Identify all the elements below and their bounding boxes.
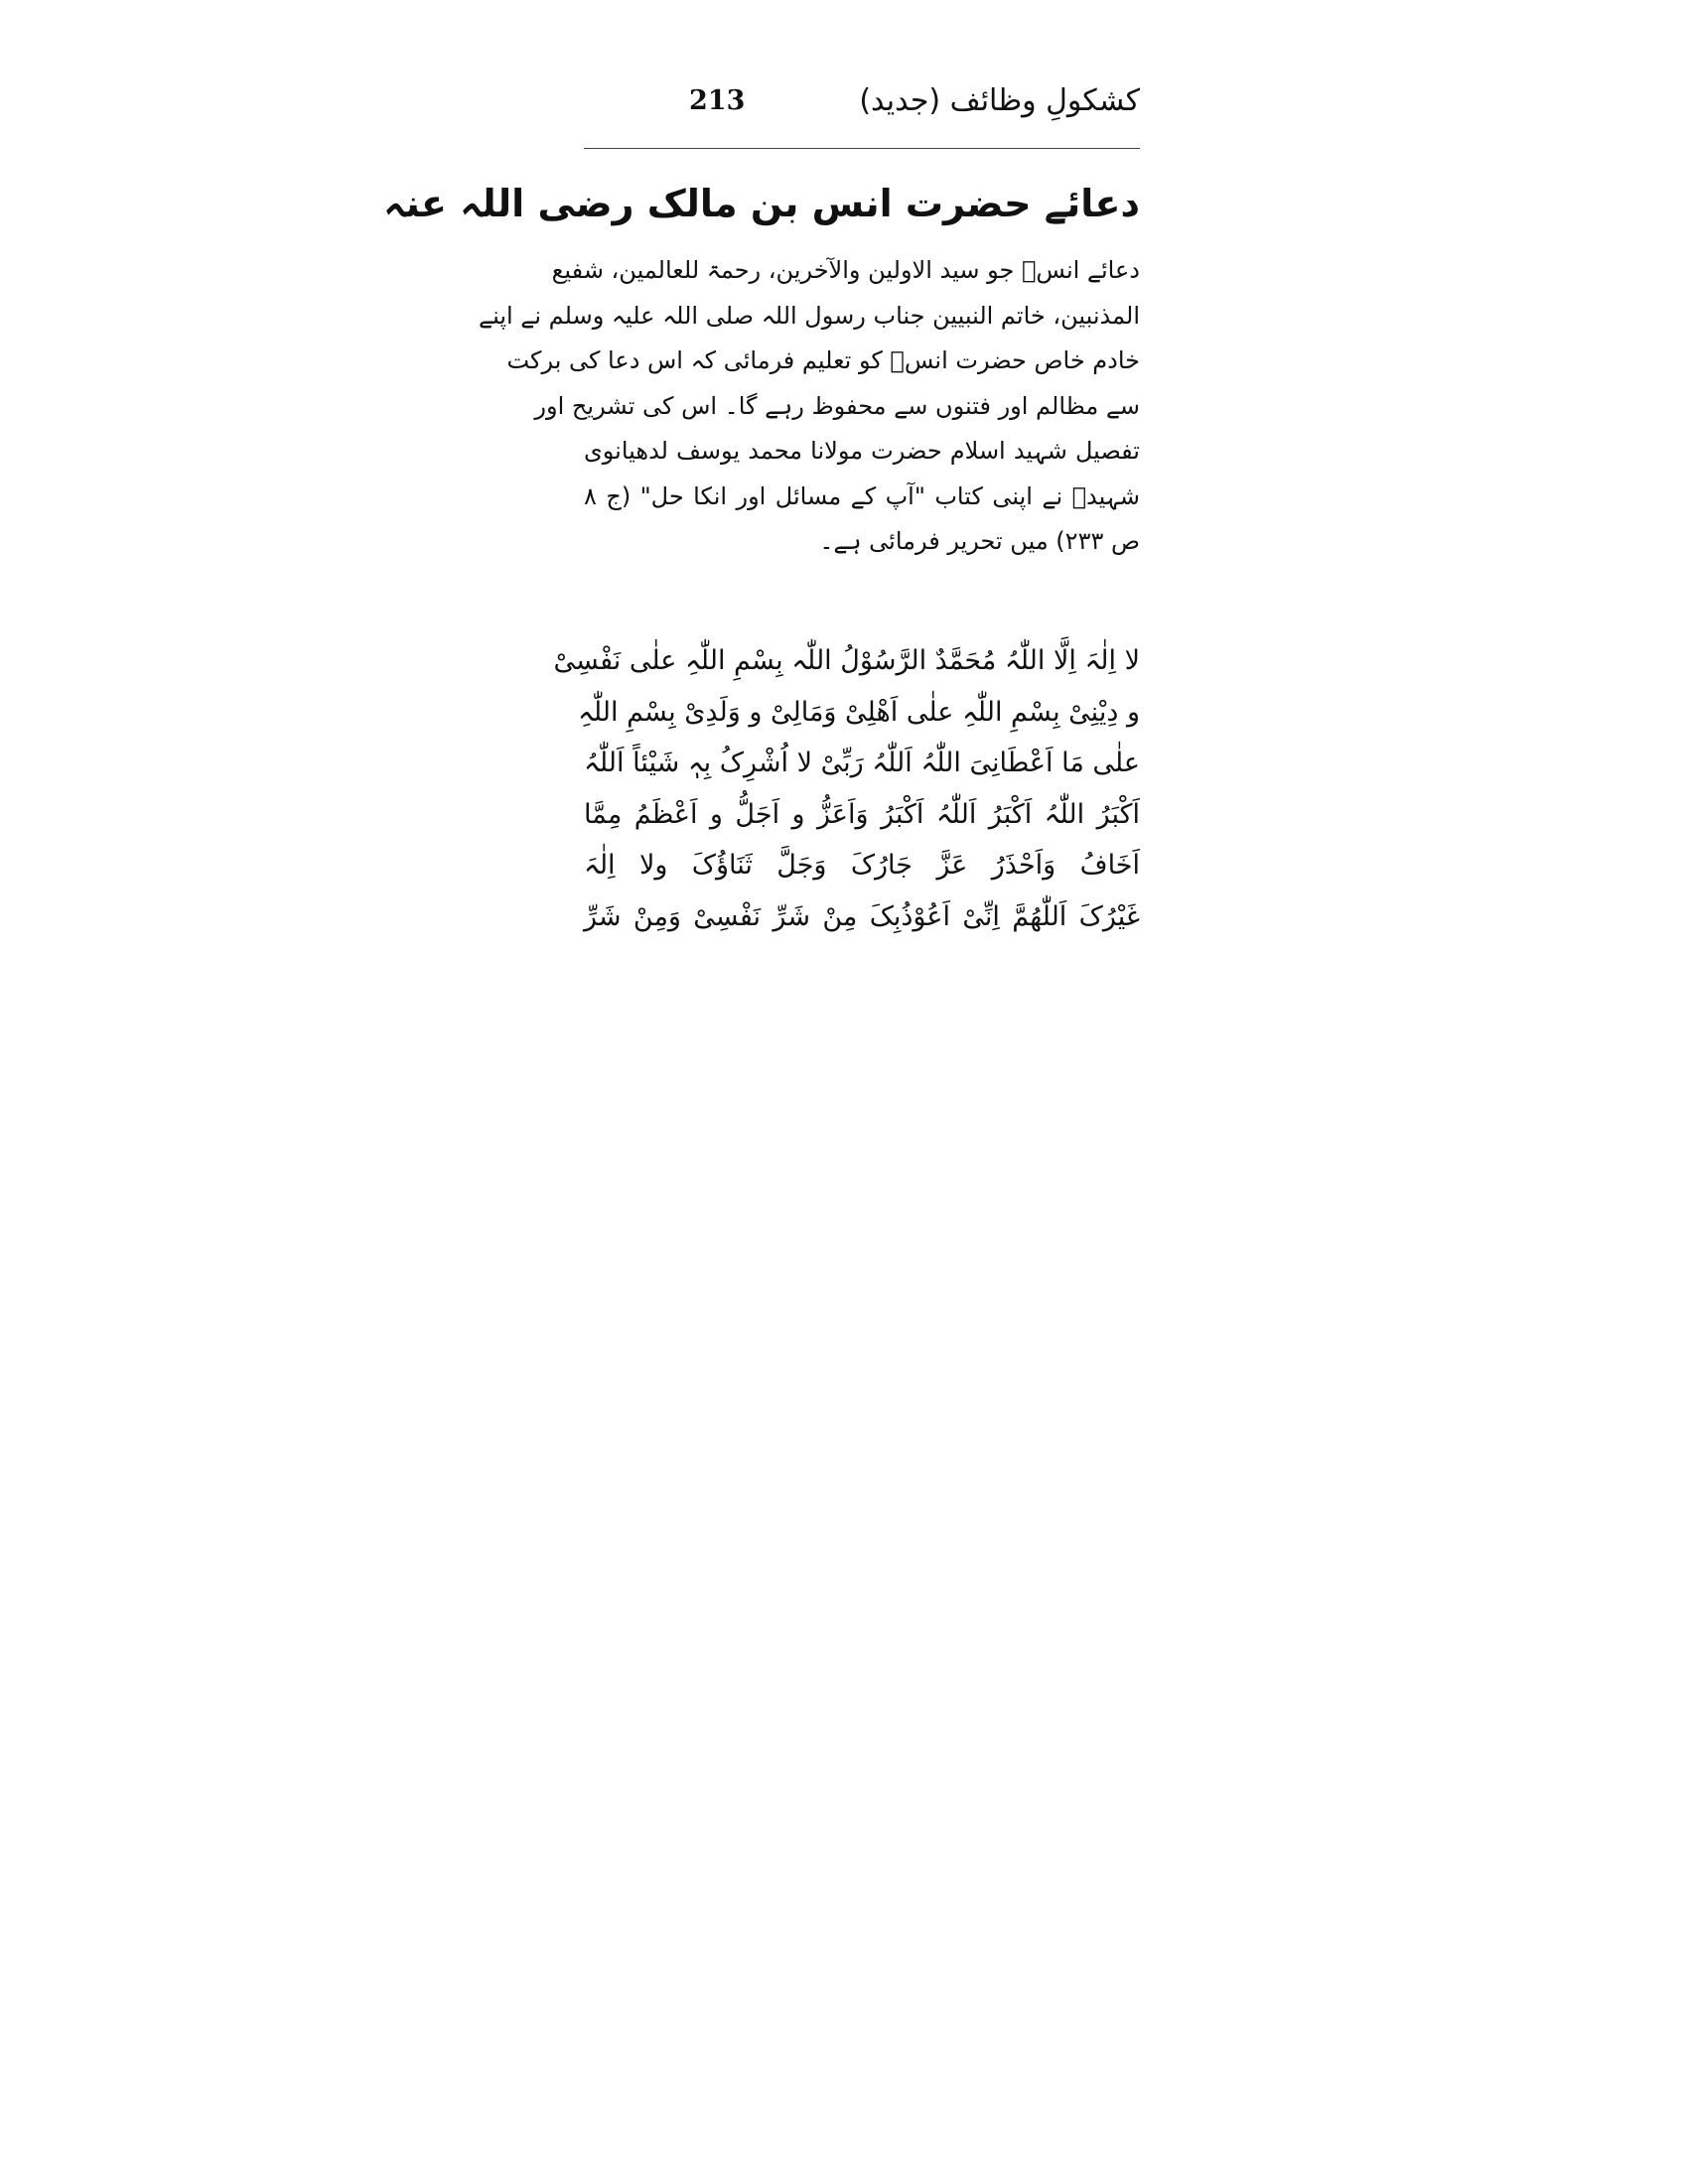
paragraph-line: سے مظالم اور فتنوں سے محفوظ رہے گا۔ اس کی تشریح اور [534,391,1140,420]
page-number: 213 [689,85,746,116]
book-title: کشکولِ وظائف (جدید) [859,83,1140,118]
paragraph-line: تفصیل شہید اسلام حضرت مولانا محمد یوسف لدھیانوی [584,437,1140,465]
dua-line: اَکْبَرُ اللّٰہُ اَکْبَرُ اَللّٰہُ اَکْبَرُ وَاَعَزُّ و اَجَلُّ و اَعْظَمُ مِمَّا [584,798,1140,830]
dua-line: اَخَافُ وَاَحْذَرُ عَزَّ جَارُکَ وَجَلَّ ثَنَاؤُکَ ولا اِلٰہَ [584,850,1140,881]
dua-line: لا اِلٰہَ اِلَّا اللّٰہُ مُحَمَّدٌ الرَّسُوْلُ اللّٰہ بِسْمِ اللّٰہِ علٰی نَفْسِیْ [553,645,1140,676]
intro-paragraph [479,248,1140,565]
document-page [383,73,1140,932]
paragraph-line: خادم خاص حضرت انسؓ کو تعلیم فرمائی کہ اس دعا کی برکت [506,346,1140,374]
paragraph-line: دعائے انسؓ جو سید الاولین والآخرین، رحمۃ للعالمین، شفیع [551,256,1140,284]
paragraph-line: شہیدؒ نے اپنی کتاب "آپ کے مسائل اور انکا حل" (ج ۸ [584,481,1140,510]
dua-text [553,635,1140,942]
paragraph-line: المذنبین، خاتم النبیین جناب رسول اللہ صلی اللہ علیہ وسلم نے اپنے [479,301,1140,330]
section-heading: دعائے حضرت انس بن مالک رضی اللہ عنہ [383,182,1140,225]
header-divider [584,148,1140,149]
dua-line: علٰی مَا اَعْطَانِیَ اللّٰہُ اَللّٰہُ رَبِّیْ لا اُشْرِکُ بِہٖ شَیْئاً اَللّٰہُ [584,748,1140,778]
page-header [584,73,1140,129]
dua-line: و دِیْنِیْ بِسْمِ اللّٰہِ علٰی اَھْلِیْ وَمَالِیْ و وَلَدِیْ بِسْمِ اللّٰہِ [578,696,1140,728]
paragraph-line: ص ۲۳۳) میں تحریر فرمائی ہے۔ [819,527,1140,555]
dua-line: غَیْرُکَ اَللّٰھُمَّ اِنِّیْ اَعُوْذُبِکَ مِنْ شَرِّ نَفْسِیْ وَمِنْ شَرِّ [584,900,1140,932]
